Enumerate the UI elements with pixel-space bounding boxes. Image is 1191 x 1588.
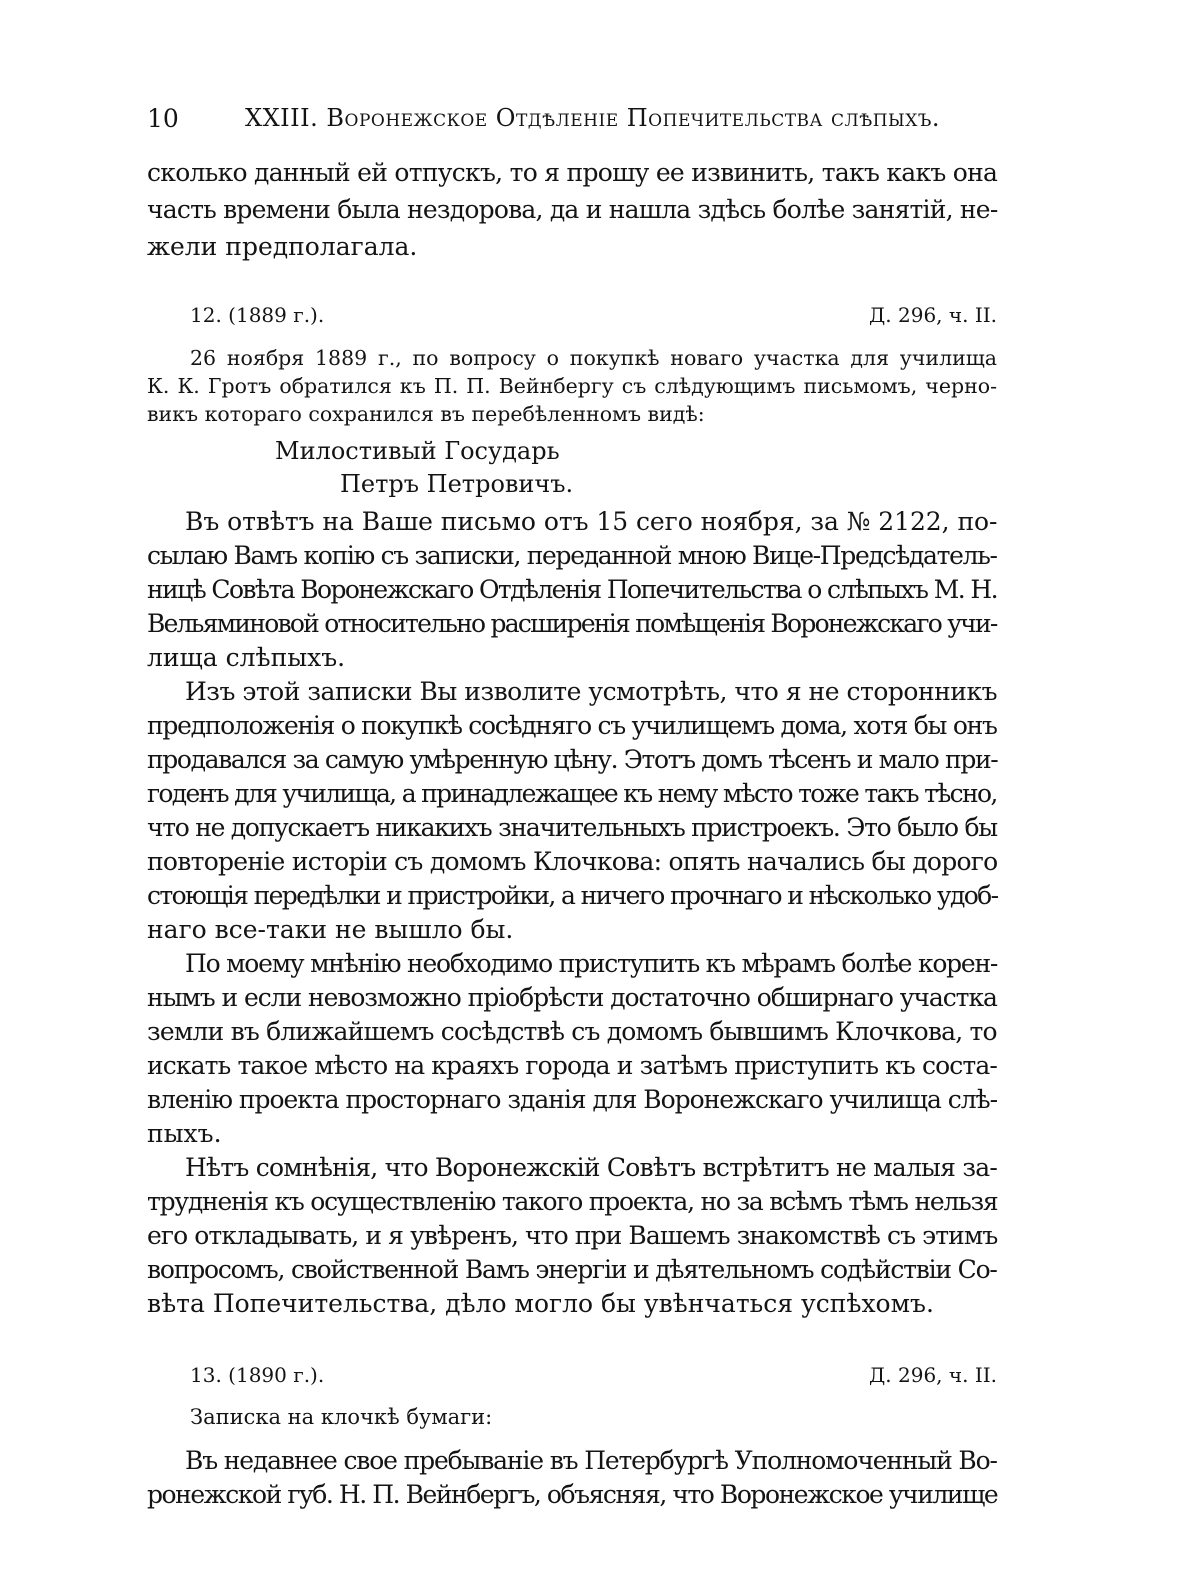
letter-line: ронежской губ. Н. П. Вейнбергъ, объясняя, что Воронежское училище — [147, 1480, 998, 1509]
letter-line: трудненія къ осуществленію такого проекта, но за всѣмъ тѣмъ нельзя — [147, 1187, 998, 1216]
letter-line: ницѣ Совѣта Воронежскаго Отдѣленія Попечительства о слѣпыхъ М. Н. — [147, 575, 997, 604]
letter-line: вленію проекта просторнаго зданія для Воронежскаго училища слѣ- — [147, 1085, 998, 1114]
salutation-line: Петръ Петровичъ. — [340, 470, 574, 498]
page-number: 10 — [147, 104, 179, 133]
document-number: 12. (1889 г.). — [190, 303, 325, 327]
continuation-line: жели предполагала. — [147, 232, 418, 261]
document-source: Д. 296, ч. II. — [869, 303, 997, 327]
note-line: Записка на клочкѣ бумаги: — [190, 1405, 493, 1429]
letter-line: наго все-таки не вышло бы. — [147, 915, 514, 944]
letter-line: стоющія передѣлки и пристройки, а ничего прочнаго и нѣсколько удоб- — [147, 881, 998, 910]
letter-line: земли въ ближайшемъ сосѣдствѣ съ домомъ бывшимъ Клочкова, то — [147, 1017, 997, 1046]
letter-line: что не допускаетъ никакихъ значительныхъ пристроекъ. Это было бы — [147, 813, 997, 842]
document-number: 13. (1890 г.). — [190, 1363, 325, 1387]
document-12-reference — [0, 303, 1191, 335]
letter-line: Вельяминовой относительно расширенія помѣщенія Воронежскаго учи- — [147, 609, 997, 638]
running-title: XXIII. Воронежское Отдѣленіе Попечительства слѣпыхъ. — [245, 104, 940, 132]
letter-line: годенъ для училища, а принадлежащее къ нему мѣсто тоже такъ тѣсно, — [147, 779, 997, 808]
letter-line: лища слѣпыхъ. — [147, 643, 346, 672]
letter-line: Изъ этой записки Вы изволите усмотрѣть, что я не сторонникъ — [185, 677, 998, 706]
letter-line: Въ недавнее свое пребываніе въ Петербургѣ Уполномоченный Во- — [185, 1446, 997, 1475]
letter-line: По моему мнѣнію необходимо приступить къ мѣрамъ болѣе корен- — [185, 949, 998, 978]
letter-line: повтореніе исторіи съ домомъ Клочкова: опять начались бы дорого — [147, 847, 998, 876]
letter-line: нымъ и если невозможно пріобрѣсти достаточно обширнаго участка — [147, 983, 997, 1012]
document-13-reference — [0, 1363, 1191, 1395]
intro-line: 26 ноября 1889 г., по вопросу о покупкѣ новаго участка для училища — [190, 346, 998, 370]
letter-line: его откладывать, и я увѣренъ, что при Вашемъ знакомствѣ съ этимъ — [147, 1221, 998, 1250]
letter-line: Нѣтъ сомнѣнія, что Воронежскій Совѣтъ встрѣтитъ не малыя за- — [185, 1153, 998, 1182]
letter-line: искать такое мѣсто на краяхъ города и затѣмъ приступить къ соста- — [147, 1051, 997, 1080]
continuation-line: часть времени была нездорова, да и нашла здѣсь болѣе занятій, не- — [147, 195, 998, 224]
letter-line: вѣта Попечительства, дѣло могло бы увѣнчаться успѣхомъ. — [147, 1289, 934, 1318]
letter-line: сылаю Вамъ копію съ записки, переданной мною Вице-Предсѣдатель- — [147, 541, 997, 570]
intro-line: К. К. Гротъ обратился къ П. П. Вейнбергу съ слѣдующимъ письмомъ, черно- — [147, 374, 998, 398]
continuation-line: сколько данный ей отпускъ, то я прошу ее извинить, такъ какъ она — [147, 158, 998, 187]
document-source: Д. 296, ч. II. — [869, 1363, 997, 1387]
intro-line: викъ котораго сохранился въ перебѣленномъ видѣ: — [147, 402, 705, 426]
letter-line: предположенія о покупкѣ сосѣдняго съ училищемъ дома, хотя бы онъ — [147, 711, 997, 740]
salutation-line: Милостивый Государь — [275, 437, 560, 465]
letter-line: продавался за самую умѣренную цѣну. Этотъ домъ тѣсенъ и мало при- — [147, 745, 998, 774]
letter-line: Въ отвѣтъ на Ваше письмо отъ 15 сего ноября, за № 2122, по- — [185, 507, 998, 536]
page-header — [0, 98, 1191, 138]
letter-line: вопросомъ, свойственной Вамъ энергіи и дѣятельномъ содѣйствіи Со- — [147, 1255, 997, 1284]
letter-line: пыхъ. — [147, 1119, 222, 1148]
